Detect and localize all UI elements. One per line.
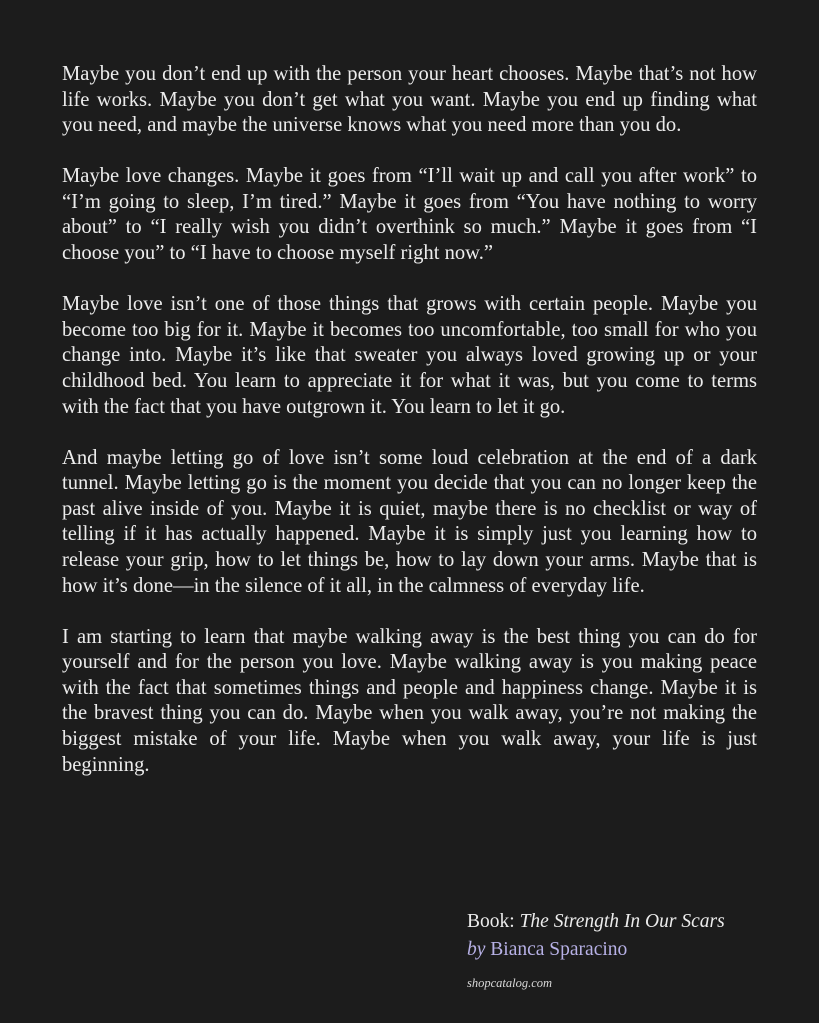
book-line — [467, 908, 797, 936]
book-label: Book: — [467, 911, 515, 932]
book-title: The Strength In Our Scars — [519, 911, 725, 932]
by-label: by — [467, 939, 486, 960]
body-text — [62, 62, 757, 804]
site-watermark: shopcatalog.com — [467, 976, 553, 990]
author-line — [467, 936, 797, 964]
paragraph-4: And maybe letting go of love isn’t some loud celebration at the end of a dark tunnel. Maybe letting go is the moment you decide that you can no longer keep the past alive inside of you. Maybe it is quiet, maybe there is no checklist or way of telling if it has actually happened. Maybe it is simply just you learning how to release your grip, how to let things be, how to lay down your arms. Maybe that is how it’s done—in the silence of it all, in the calmness of everyday life. — [62, 446, 757, 597]
book-credit — [467, 908, 797, 992]
paragraph-3: Maybe love isn’t one of those things that grows with certain people. Maybe you become too big for it. Maybe it becomes too uncomfortable, too small for who you change into. Maybe it’s like that sweater you always loved growing up or your childhood bed. You learn to appreciate it for what it was, but you come to terms with the fact that you have outgrown it. You learn to let it go. — [62, 293, 757, 418]
paragraph-5: I am starting to learn that maybe walking away is the best thing you can do for yourself and for the person you love. Maybe walking away is you making peace with the fact that sometimes things and people and happiness change. Maybe it is the bravest thing you can do. Maybe when you walk away, you’re not making the biggest mistake of your life. Maybe when you walk away, your life is just beginning. — [62, 625, 757, 776]
paragraph-1: Maybe you don’t end up with the person your heart chooses. Maybe that’s not how life works. Maybe you don’t get what you want. Maybe you end up finding what you need, and maybe the universe knows what you need more than you do. — [62, 63, 757, 137]
paragraph-2: Maybe love changes. Maybe it goes from “I’ll wait up and call you after work” to “I’m going to sleep, I’m tired.” Maybe it goes from “You have nothing to worry about” to “I really wish you didn’t overthink so much.” Maybe it goes from “I choose you” to “I have to choose myself right now.” — [62, 165, 757, 265]
author-name: Bianca Sparacino — [490, 939, 628, 960]
